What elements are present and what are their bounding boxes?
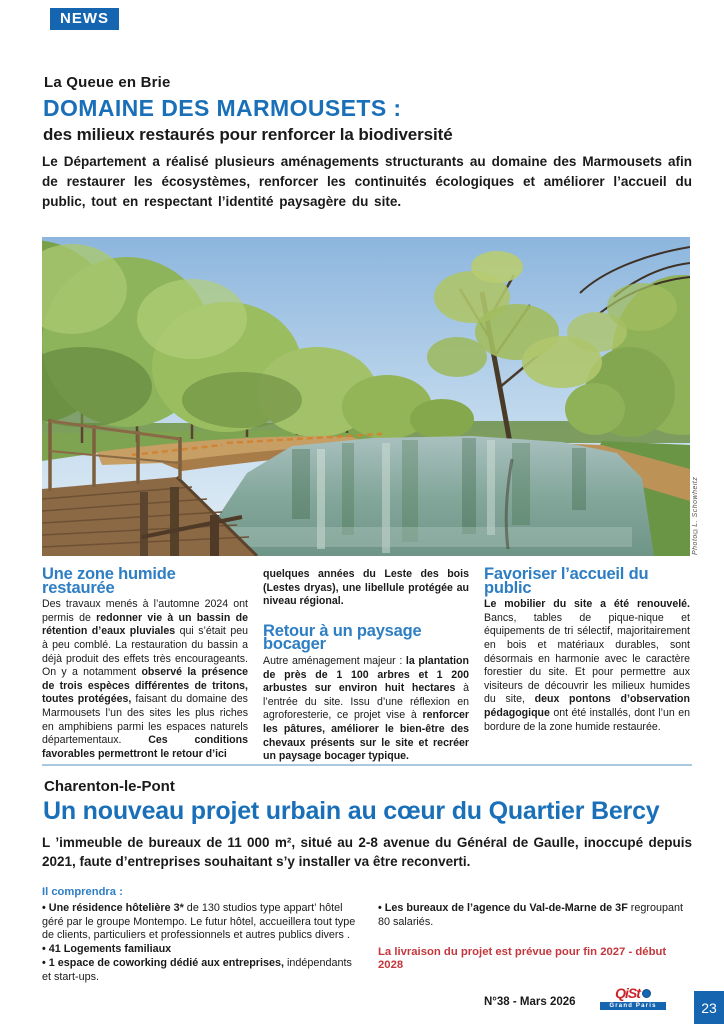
column3-paragraph: Le mobilier du site a été renouvelé. Bancs, tables de pique-nique et équipements de tri sélectif, majoritairement en bois et matériaux durables, sont désormais en harmonie avec le caractère forestier du site. Et pour permettre aux visiteurs de découvrir les milieux humides du site, deux pontons d’observation pédagogique ont été installés, dont l’un en bordure de la zone humide restaurée. [484,598,690,733]
grand-paris-logo [600,986,666,1010]
column-zone-humide [42,565,249,764]
column1-heading: Une zone humide restaurée [42,565,176,597]
article2-left-column [42,886,356,985]
section-divider-rule [42,764,692,766]
logo-grand-paris-bar: Grand Paris [600,1002,666,1010]
page-number-badge: 23 [694,991,724,1024]
article1-title: DOMAINE DES MARMOUSETS : [43,95,402,121]
news-badge: NEWS [50,8,119,30]
article2-bullet-list-left [42,902,356,985]
bullet-espace-coworking: • 1 espace de coworking dédié aux entreprises, indépendants et start-ups. [42,957,356,985]
footer-issue-date: N°38 - Mars 2026 [484,996,576,1008]
article2-intro: L ’immeuble de bureaux de 11 000 m², situé au 2-8 avenue du Général de Gaulle, inoccupé depuis 2021, faute d’entreprises souhaitant s’y installer va être reconverti. [42,835,692,869]
article2-bullet-list-right [378,902,692,930]
column-accueil-public [484,565,690,764]
article2-kicker: Charenton-le-Pont [44,778,175,795]
article1-kicker: La Queue en Brie [44,74,171,91]
article1-subtitle: des milieux restaurés pour renforcer la biodiversité [43,125,453,144]
column2-heading: Retour à un paysage bocager [263,621,422,654]
article2-title: Un nouveau projet urbain au cœur du Quartier Bercy [43,797,660,825]
globe-icon [642,989,651,998]
article2-right-column [378,886,692,985]
logo-letters: QiSt [615,985,640,1001]
article2-lead: Il comprendra : [42,886,123,898]
bullet-residence-hoteliere: • Une résidence hôtelière 3* de 130 studios type appart’ hôtel géré par le groupe Montempo. Le futur hôtel, accueillera tout type de clients, particuliers et professionnels et autres publics divers . [42,902,356,943]
column2-paragraph-continuation: quelques années du Leste des bois (Lestes dryas), une libellule protégée au niveau régional. [263,568,469,608]
article1-intro: Le Département a réalisé plusieurs aménagements structurants au domaine des Marmousets afin de restaurer les écosystèmes, renforcer les continuités écologiques et améliorer l’accueil du public, tout en respectant l’identité paysagère du site. [42,154,692,209]
delivery-date-note: La livraison du projet est prévue pour fin 2027 - début 2028 [378,945,667,972]
photo-credit: Photo©L. Schowheitz [692,476,699,555]
column-paysage-bocager [263,568,469,764]
article2-columns [42,886,692,985]
column2-paragraph: Autre aménagement majeur : la plantation de près de 1 100 arbres et 1 200 arbustes sur environ huit hectares à l’entrée du site. Issu d’une réflexion en agroforesterie, ce projet vise à renforcer les pâtures, améliorer le bien-être des chevaux présents sur le site et recréer un paysage bocager typique. [263,654,470,763]
column1-paragraph: Des travaux menés à l’automne 2024 ont permis de redonner vie à un bassin de rétention d’eaux pluviales qui s’était peu à peu comblé. La restauration du bassin a déjà produit des effets très encourageants. On y a notamment observé la présence de trois espèces différentes de tritons, toutes protégées, faisant du domaine des Marmousets l’un des sites les plus riches en amphibiens parmi les espaces naturels départementaux. Ces conditions favorables permettront le retour d’ici [42,598,249,760]
park-pond-photo [42,237,690,556]
logo-wordmark [600,986,666,1001]
bullet-logements-familiaux: • 41 Logements familiaux [42,943,356,957]
article1-columns [42,565,690,764]
bullet-bureaux-3f: • Les bureaux de l’agence du Val-de-Marne de 3F regroupant 80 salariés. [378,902,692,930]
column3-heading: Favoriser l’accueil du public [484,565,649,597]
